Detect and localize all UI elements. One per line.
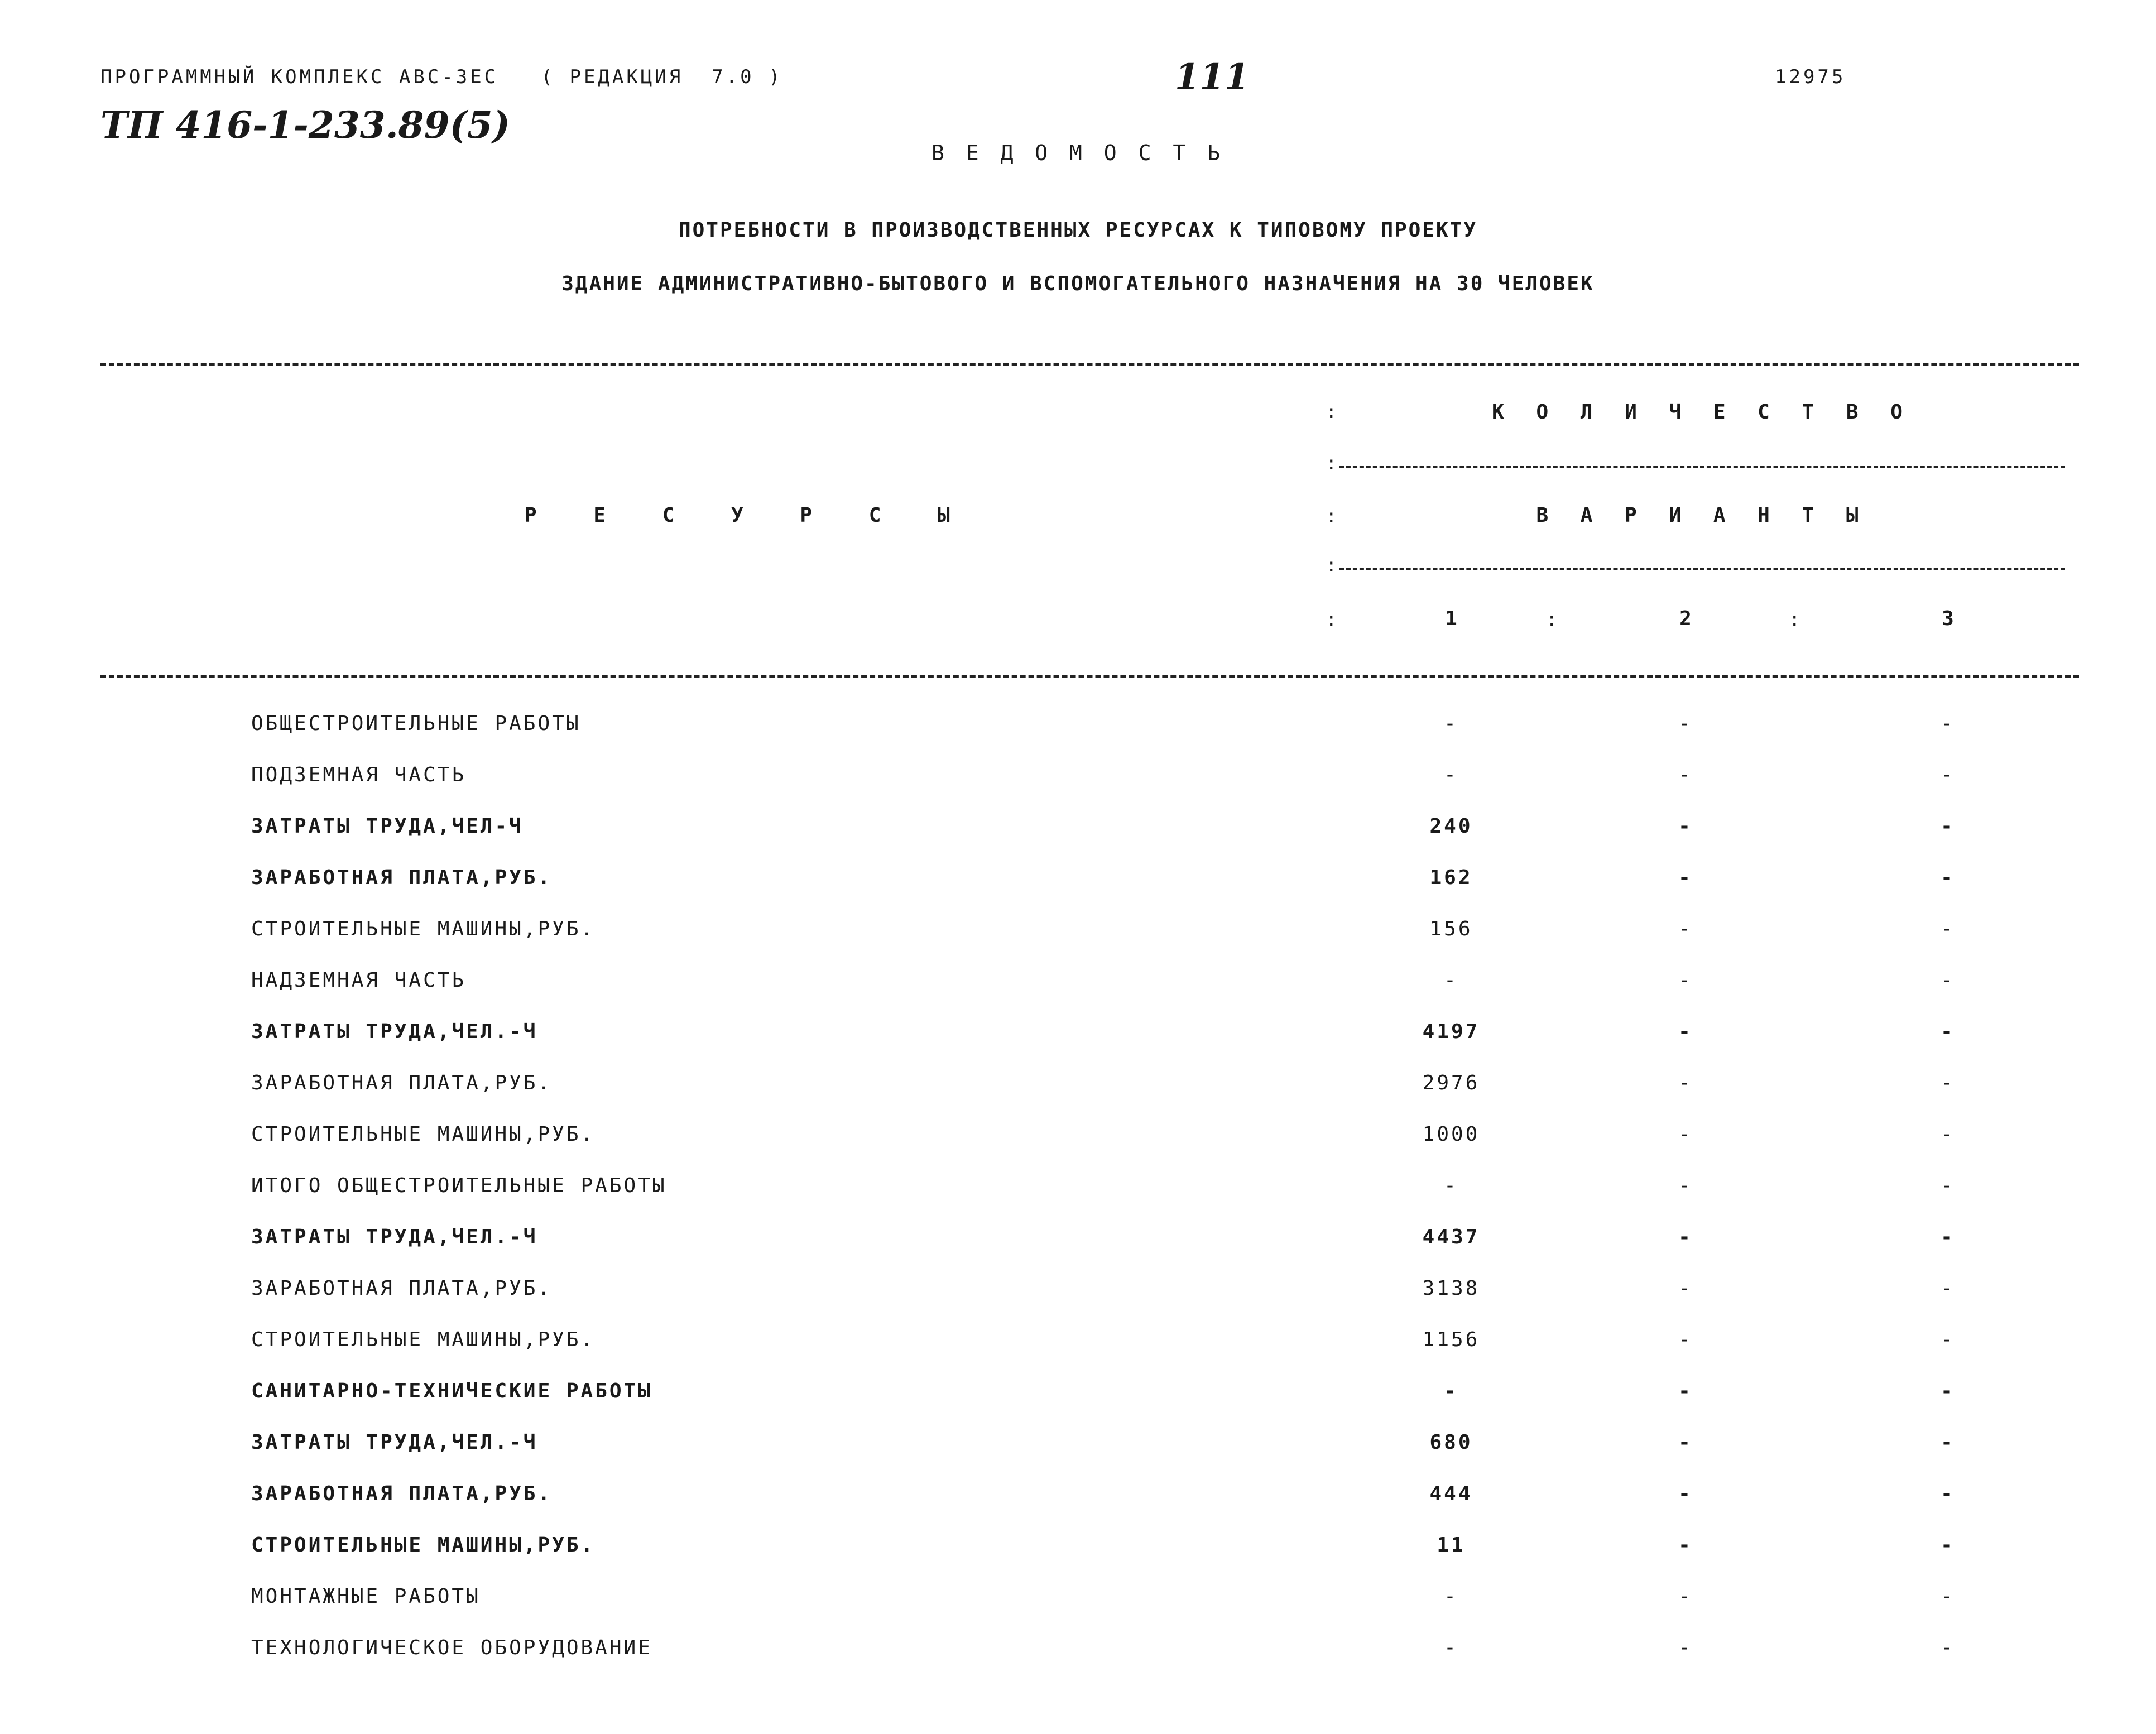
variant-2-value: - (1678, 1431, 1693, 1454)
variant-1-value: 1156 (1422, 1328, 1480, 1351)
resource-label: ЗАТРАТЫ ТРУДА,ЧЕЛ-Ч (251, 815, 524, 838)
variant-1-value: 4437 (1422, 1226, 1480, 1248)
variant-2-value: - (1678, 1226, 1693, 1248)
variant-1-value: - (1444, 969, 1458, 992)
variant-3-value: - (1941, 969, 1955, 992)
table-row (0, 1226, 2156, 1259)
variant-2-value: - (1678, 1636, 1693, 1659)
resource-label: ЗАТРАТЫ ТРУДА,ЧЕЛ.-Ч (251, 1226, 538, 1248)
table-row (0, 1277, 2156, 1310)
table-row (0, 1072, 2156, 1105)
document-heading: В Е Д О М О С Т Ь (931, 141, 1225, 165)
quantity-underline-rule (1339, 466, 2065, 468)
resource-label: ЗАТРАТЫ ТРУДА,ЧЕЛ.-Ч (251, 1020, 538, 1043)
table-row (0, 1123, 2156, 1156)
variant-1-value: - (1444, 763, 1458, 786)
variant-2-value: - (1678, 1534, 1693, 1557)
variants-underline-rule (1339, 568, 2065, 570)
resource-label: ТЕХНОЛОГИЧЕСКОЕ ОБОРУДОВАНИЕ (251, 1636, 652, 1659)
variant-2-value: - (1678, 866, 1693, 889)
resource-label: ЗАРАБОТНАЯ ПЛАТА,РУБ. (251, 866, 553, 889)
resource-label: ИТОГО ОБЩЕСТРОИТЕЛЬНЫЕ РАБОТЫ (251, 1174, 667, 1197)
variant-3-value: - (1941, 1072, 1955, 1094)
variant-1-value: - (1444, 1174, 1458, 1197)
variant-2-value: - (1678, 815, 1693, 838)
variant-2-value: - (1678, 1482, 1693, 1505)
table-row (0, 763, 2156, 797)
resource-label: ОБЩЕСТРОИТЕЛЬНЫЕ РАБОТЫ (251, 712, 581, 735)
resource-label: НАДЗЕМНАЯ ЧАСТЬ (251, 969, 467, 992)
variant-3-value: - (1941, 1636, 1955, 1659)
resource-label: ЗАРАБОТНАЯ ПЛАТА,РУБ. (251, 1482, 553, 1505)
resource-label: ЗАТРАТЫ ТРУДА,ЧЕЛ.-Ч (251, 1431, 538, 1454)
header-separator: : (1326, 608, 1337, 631)
resource-label: ЗАРАБОТНАЯ ПЛАТА,РУБ. (251, 1072, 553, 1094)
variant-1-value: 1000 (1422, 1123, 1480, 1146)
resource-label: ПОДЗЕМНАЯ ЧАСТЬ (251, 763, 467, 786)
table-row (0, 1534, 2156, 1567)
variant-3-value: - (1941, 1174, 1955, 1197)
header-separator: : (1326, 452, 1337, 474)
title-line-2: ЗДАНИЕ АДМИНИСТРАТИВНО-БЫТОВОГО И ВСПОМОГАТЕЛЬНОГО НАЗНАЧЕНИЯ НА 30 ЧЕЛОВЕК (561, 272, 1595, 295)
variant-1-value: 3138 (1422, 1277, 1480, 1300)
variant-3-value: - (1941, 1123, 1955, 1146)
variant-3-value: - (1941, 815, 1955, 838)
variant-3-value: - (1941, 1534, 1955, 1557)
variant-3-value: - (1941, 866, 1955, 889)
variant-2-value: - (1678, 1072, 1693, 1094)
handwritten-project-reference: ТП 416-1-233.89(5) (100, 103, 510, 147)
variant-3-value: - (1941, 1482, 1955, 1505)
variant-1-value: - (1444, 1380, 1458, 1402)
variant-3-value: - (1941, 1585, 1955, 1608)
variant-2-value: - (1678, 918, 1693, 940)
variant-3-value: - (1941, 1277, 1955, 1300)
document-number: 12975 (1775, 66, 1846, 88)
variant-1-value: 4197 (1422, 1020, 1480, 1043)
table-row (0, 1431, 2156, 1464)
header-separator: : (1326, 554, 1337, 577)
variant-2-header: 2 (1679, 607, 1692, 630)
variants-header: В А Р И А Н Т Ы (1536, 504, 1869, 527)
variant-1-value: 2976 (1422, 1072, 1480, 1094)
variant-2-value: - (1678, 1020, 1693, 1043)
header-separator: : (1326, 505, 1337, 527)
variant-2-value: - (1678, 969, 1693, 992)
variant-3-value: - (1941, 1226, 1955, 1248)
table-row (0, 1020, 2156, 1054)
table-row (0, 1174, 2156, 1208)
variant-3-value: - (1941, 1380, 1955, 1402)
table-row (0, 712, 2156, 746)
variant-2-value: - (1678, 1380, 1693, 1402)
variant-1-value: - (1444, 1636, 1458, 1659)
variant-1-value: 156 (1429, 918, 1473, 940)
variant-2-value: - (1678, 1328, 1693, 1351)
table-header-bottom-rule (100, 675, 2079, 678)
variant-1-value: 444 (1429, 1482, 1473, 1505)
table-row (0, 1636, 2156, 1670)
variant-1-value: 240 (1429, 815, 1473, 838)
resource-label: ЗАРАБОТНАЯ ПЛАТА,РУБ. (251, 1277, 553, 1300)
variant-2-value: - (1678, 1123, 1693, 1146)
table-row (0, 918, 2156, 951)
page-number: 111 (1175, 56, 1250, 98)
variant-1-value: - (1444, 712, 1458, 735)
table-row (0, 1585, 2156, 1618)
title-line-1: ПОТРЕБНОСТИ В ПРОИЗВОДСТВЕННЫХ РЕСУРСАХ К ТИПОВОМУ ПРОЕКТУ (678, 219, 1478, 242)
table-row (0, 815, 2156, 848)
variant-1-value: 162 (1429, 866, 1473, 889)
resource-label: СТРОИТЕЛЬНЫЕ МАШИНЫ,РУБ. (251, 1328, 596, 1351)
table-row (0, 1328, 2156, 1362)
variant-2-value: - (1678, 1174, 1693, 1197)
variant-1-value: 680 (1429, 1431, 1473, 1454)
variant-1-header: 1 (1445, 607, 1457, 630)
variant-2-value: - (1678, 763, 1693, 786)
header-separator: : (1789, 608, 1800, 631)
variant-2-value: - (1678, 712, 1693, 735)
variant-3-value: - (1941, 1328, 1955, 1351)
table-row (0, 1482, 2156, 1516)
variant-2-value: - (1678, 1585, 1693, 1608)
variant-3-value: - (1941, 1431, 1955, 1454)
table-top-rule (100, 363, 2079, 366)
resource-label: СТРОИТЕЛЬНЫЕ МАШИНЫ,РУБ. (251, 918, 596, 940)
variant-1-value: - (1444, 1585, 1458, 1608)
table-row (0, 1380, 2156, 1413)
table-row (0, 866, 2156, 900)
variant-3-value: - (1941, 763, 1955, 786)
variant-3-value: - (1941, 1020, 1955, 1043)
variant-3-header: 3 (1942, 607, 1954, 630)
header-separator: : (1326, 401, 1337, 423)
variant-3-value: - (1941, 918, 1955, 940)
header-separator: : (1546, 608, 1558, 631)
resource-label: СТРОИТЕЛЬНЫЕ МАШИНЫ,РУБ. (251, 1534, 596, 1557)
table-row (0, 969, 2156, 1002)
quantity-header: К О Л И Ч Е С Т В О (1492, 401, 1913, 424)
resource-label: САНИТАРНО-ТЕХНИЧЕСКИЕ РАБОТЫ (251, 1380, 652, 1402)
variant-2-value: - (1678, 1277, 1693, 1300)
resources-column-header: Р Е С У Р С Ы (525, 504, 972, 527)
variant-3-value: - (1941, 712, 1955, 735)
variant-1-value: 11 (1437, 1534, 1466, 1557)
program-header: ПРОГРАММНЫЙ КОМПЛЕКС АВС-3ЕС ( РЕДАКЦИЯ 7.0 ) (100, 66, 783, 88)
resource-label: СТРОИТЕЛЬНЫЕ МАШИНЫ,РУБ. (251, 1123, 596, 1146)
resource-label: МОНТАЖНЫЕ РАБОТЫ (251, 1585, 481, 1608)
